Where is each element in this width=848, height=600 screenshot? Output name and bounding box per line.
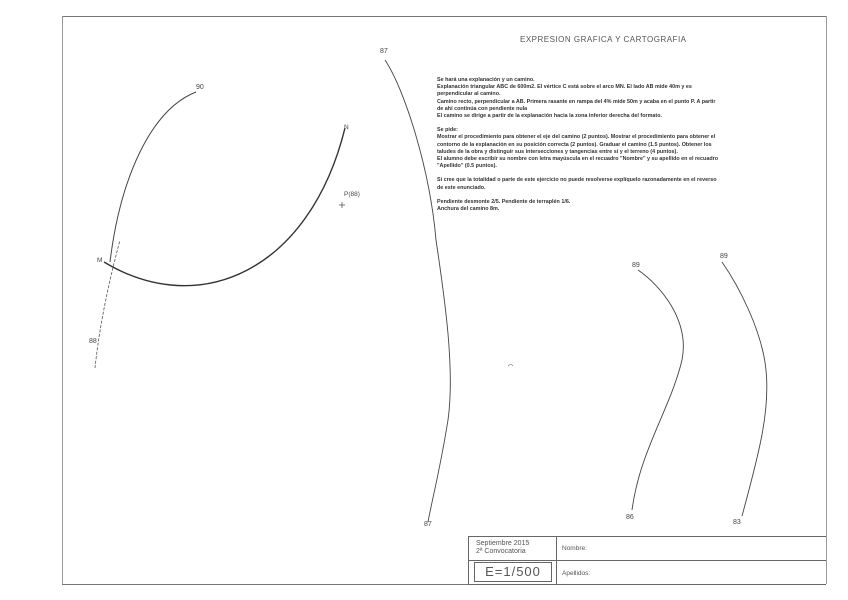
statement-line: Camino recto, perpendicular a AB. Primera rasante en rampa del 4% mide 50m y acaba en el punto P. A partir	[437, 98, 716, 105]
surname-field-label: Apellidos:	[562, 570, 591, 577]
contour-label-90: 90	[196, 84, 204, 91]
contour-line-87	[385, 60, 450, 522]
small-mark	[508, 365, 513, 367]
contour-label-87-bottom: 87	[424, 521, 432, 528]
point-label-p: P(88)	[344, 191, 360, 198]
statement-line: de ahí continúa con pendiente nula	[437, 105, 528, 112]
contour-label-86: 86	[626, 514, 634, 521]
title-block	[468, 536, 826, 584]
statement-line: Explanación triangular ABC de 600m2. El vértice C está sobre el arco MN. El lado AB mide 40m y es	[437, 84, 692, 91]
title-block-divider-horizontal	[468, 560, 826, 561]
statement-line: de este enunciado.	[437, 184, 486, 191]
statement-line: Anchura del camino 8m.	[437, 206, 500, 213]
statement-line: Si cree que la totalidad o parte de este ejercicio no puede resolverse explíquelo razonadamente en el reverso	[437, 177, 717, 184]
contour-label-89: 89	[632, 262, 640, 269]
point-label-m: M	[97, 257, 103, 264]
exam-session	[476, 540, 529, 556]
statement-line: Pendiente desmonte 2/5. Pendiente de terraplén 1/6.	[437, 198, 571, 205]
contour-label-87-top: 87	[380, 48, 388, 55]
contour-line-90	[110, 92, 196, 262]
statement-line: El alumno debe escribir su nombre con letra mayúscula en el recuadro "Nombre" y su apellido en el recuadro	[437, 156, 719, 163]
exam-call: 2ª Convocatoria	[476, 548, 526, 555]
statement-line: perpendicular al camino.	[437, 91, 501, 98]
contour-label-89-far: 89	[720, 253, 728, 260]
drawing-scale: E=1/500	[474, 562, 552, 582]
statement-line: Mostrar el procedimiento para obtener el eje del camino (2 puntos). Mostrar el procedimiento para obtener el	[437, 134, 716, 141]
contour-label-88: 88	[89, 338, 97, 345]
statement-line: "Apellido" (0.5 puntos).	[437, 163, 497, 170]
page-title: EXPRESION GRAFICA Y CARTOGRAFIA	[520, 35, 687, 44]
statement-line: contorno de la explanación en su posición correcta (2 puntos). Graduar el camino (1.5 puntos). Obtener los	[437, 141, 712, 148]
statement-line: El camino se dirige a partir de la explanación hacia la zona inferior derecha del formato.	[437, 113, 662, 120]
statement-line: Se hará una explanación y un camino.	[437, 77, 535, 83]
point-label-n: N	[344, 124, 349, 131]
statement-line: Se pide:	[437, 127, 458, 134]
name-field-label: Nombre:	[562, 545, 587, 552]
exam-date: Septiembre 2015	[476, 540, 530, 547]
contour-line-89-far	[722, 262, 767, 516]
statement-line: taludes de la obra y distinguir sus intersecciones y tangencias entre sí y el terreno (4 puntos).	[437, 148, 678, 155]
contour-label-83: 83	[733, 519, 741, 526]
contour-line-89	[632, 270, 683, 510]
